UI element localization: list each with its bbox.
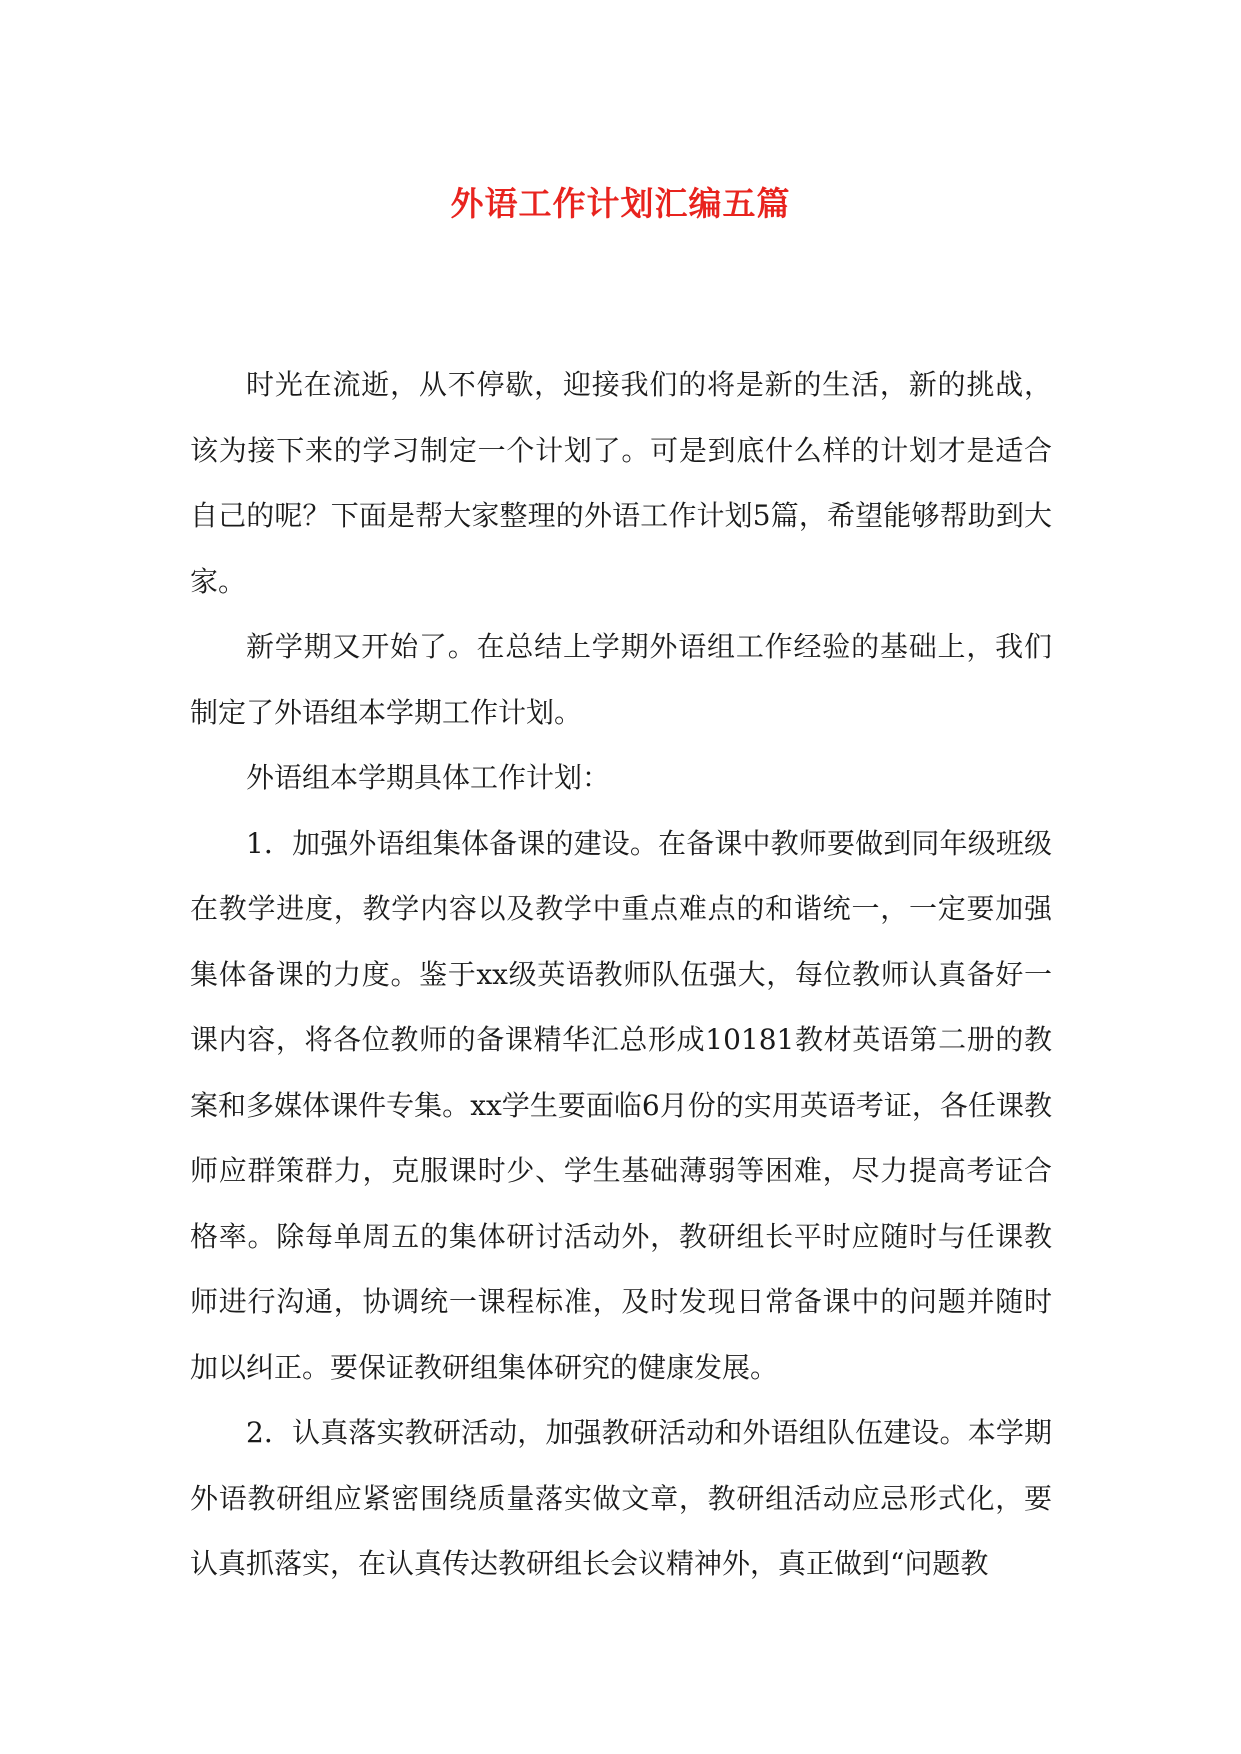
document-title: 外语工作计划汇编五篇 bbox=[450, 184, 791, 224]
paragraph-item-1: 1．加强外语组集体备课的建设。在备课中教师要做到同年级班级在教学进度，教学内容以及教学中重点难点的和谐统一，一定要加强集体备课的力度。鉴于xx级英语教师队伍强大，每位教师认真备好一课内容，将各位教师的备课精华汇总形成10181教材英语第二册的教案和多媒体课件专集。xx学生要面临6月份的实用英语考证，各任课教师应群策群力，克服课时少、学生基础薄弱等困难，尽力提高考证合格率。除每单周五的集体研讨活动外，教研组长平时应随时与任课教师进行沟通，协调统一课程标准，及时发现日常备课中的问题并随时加以纠正。要保证教研组集体研究的健康发展。 bbox=[190, 826, 1052, 1384]
paragraph-item-2: 2．认真落实教研活动，加强教研活动和外语组队伍建设。本学期外语教研组应紧密围绕质量落实做文章，教研组活动应忌形式化，要认真抓落实，在认真传达教研组长会议精神外，真正做到“问题教 bbox=[190, 1416, 1052, 1580]
document-body bbox=[190, 352, 1052, 1597]
paragraph-intro: 时光在流逝，从不停歇，迎接我们的将是新的生活，新的挑战，该为接下来的学习制定一个计划了。可是到底什么样的计划才是适合自己的呢？下面是帮大家整理的外语工作计划5篇，希望能够帮助到大家。 bbox=[190, 368, 1052, 598]
paragraph-plan-heading: 外语组本学期具体工作计划： bbox=[246, 761, 611, 794]
paragraph-new-semester: 新学期又开始了。在总结上学期外语组工作经验的基础上，我们制定了外语组本学期工作计划。 bbox=[190, 630, 1052, 729]
